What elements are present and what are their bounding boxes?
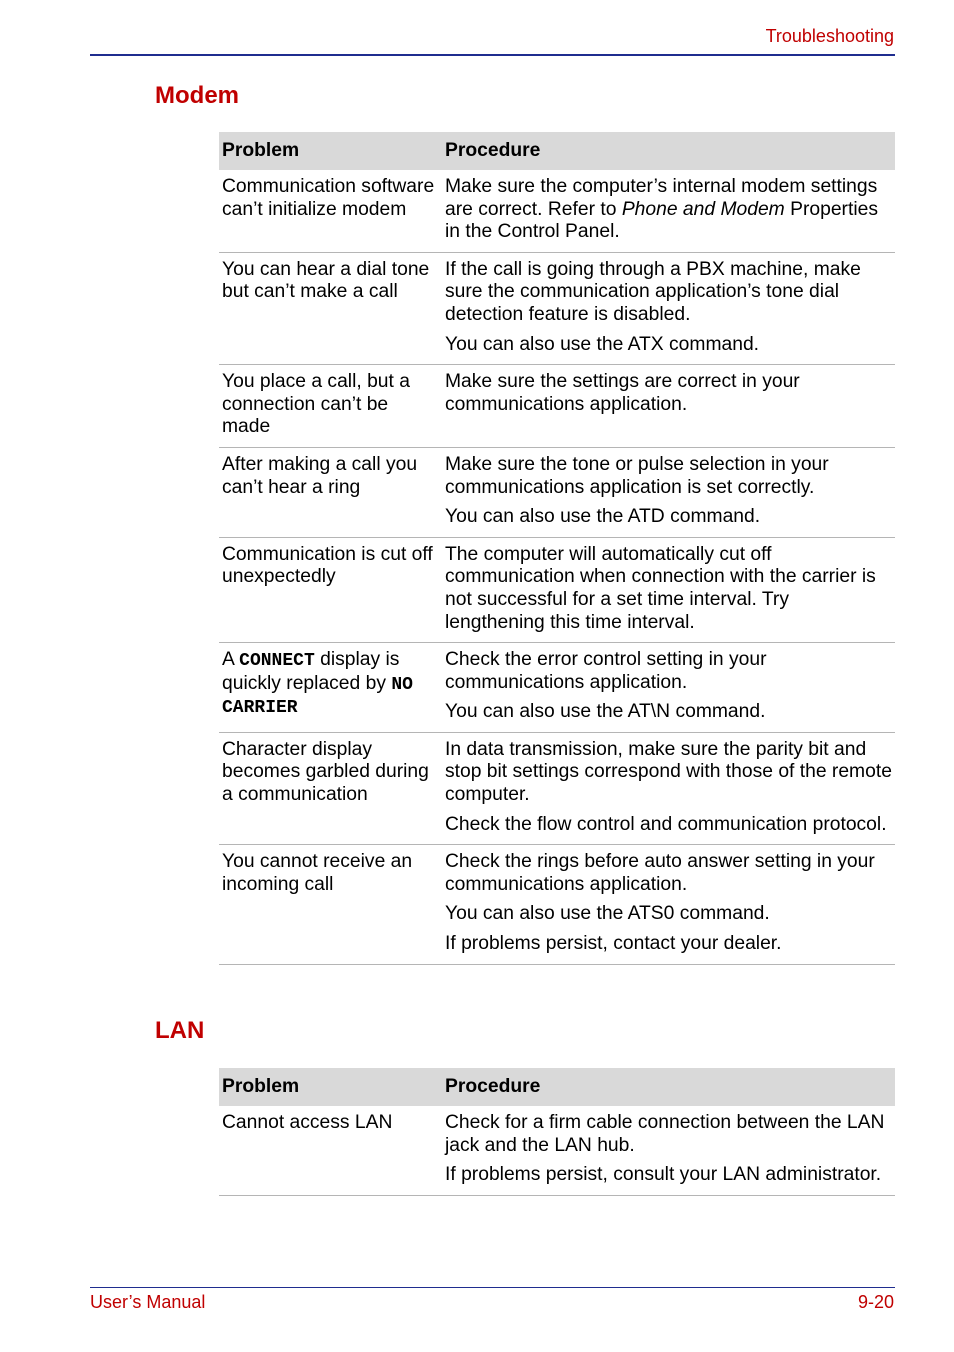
lan-table — [219, 1068, 895, 1196]
problem-cell — [219, 643, 442, 733]
procedure-text: Check the error control setting in your communications application. — [445, 649, 767, 693]
table-row — [219, 252, 895, 364]
problem-text-part: A — [222, 649, 240, 671]
procedure-text: If the call is going through a PBX machine, make sure the communication application’s tone dial detection feature is disabled. — [445, 258, 861, 325]
problem-text: You place a call, but a connection can’t be made — [222, 371, 410, 438]
manual-title: User’s Manual — [90, 1292, 206, 1312]
procedure-cell — [442, 170, 895, 252]
procedure-text: You can also use the ATX command. — [445, 333, 760, 355]
table-row — [219, 643, 895, 733]
table-row — [219, 1106, 895, 1195]
procedure-cell — [442, 643, 895, 733]
procedure-cell — [442, 1106, 895, 1195]
column-header-problem: Problem — [219, 1068, 442, 1106]
table-header-row — [219, 132, 895, 170]
procedure-text: You can also use the AT\N command. — [445, 701, 766, 723]
lan-heading: LAN — [155, 1017, 205, 1044]
table-row — [219, 447, 895, 537]
procedure-text: Make sure the tone or pulse selection in your communications application is set correctly. — [445, 453, 829, 498]
problem-cell — [219, 732, 442, 844]
column-header-procedure: Procedure — [442, 1068, 895, 1106]
procedure-text: You can also use the ATD command. — [445, 506, 761, 528]
procedure-text — [445, 176, 892, 244]
procedure-text: In data transmission, make sure the parity bit and stop bit settings correspond with those of the remote computer. — [445, 738, 892, 806]
header-divider — [90, 54, 895, 56]
procedure-text: Check the rings before auto answer setting in your communications application. — [445, 851, 875, 895]
table-header-row — [219, 1068, 895, 1106]
procedure-cell — [442, 537, 895, 642]
procedure-cell — [442, 252, 895, 364]
problem-cell — [219, 845, 442, 964]
problem-cell — [219, 170, 442, 252]
procedure-text-part: Make sure the computer’s internal modem settings are correct. Refer to — [445, 176, 878, 220]
procedure-text: Make sure the settings are correct in your communications application. — [445, 371, 800, 415]
procedure-cell — [442, 365, 895, 448]
problem-text: Communication is cut off unexpectedly — [222, 543, 433, 588]
problem-text: After making a call you can’t hear a ring — [222, 453, 418, 498]
code-text: NO CARRIER — [222, 674, 413, 719]
problem-cell — [219, 1106, 442, 1195]
procedure-cell — [442, 845, 895, 964]
problem-text: Character display becomes garbled during a communication — [222, 738, 429, 806]
procedure-text: The computer will automatically cut off communication when connection with the carrier is not successful for a set time interval. Try lengthening this time interval. — [445, 543, 876, 633]
running-header: Troubleshooting — [765, 26, 894, 46]
code-text: CONNECT — [239, 651, 315, 672]
problem-text: You can hear a dial tone but can’t make a call — [222, 258, 430, 303]
footer-divider — [90, 1287, 895, 1288]
procedure-text: Check the flow control and communication protocol. — [445, 813, 887, 835]
problem-text: You cannot receive an incoming call — [222, 851, 413, 895]
procedure-text-part: Properties in the Control Panel. — [445, 198, 878, 243]
problem-text — [222, 649, 439, 720]
problem-text-part: display is quickly replaced by — [222, 649, 400, 694]
procedure-text: If problems persist, consult your LAN administrator. — [445, 1164, 882, 1186]
column-header-problem: Problem — [219, 132, 442, 170]
table-row — [219, 732, 895, 844]
column-header-procedure: Procedure — [442, 132, 895, 170]
page-number: 9-20 — [857, 1292, 894, 1312]
procedure-text: Check for a firm cable connection between the LAN jack and the LAN hub. — [445, 1112, 885, 1156]
modem-heading: Modem — [155, 82, 239, 109]
table-row — [219, 537, 895, 642]
table-row — [219, 170, 895, 252]
procedure-cell — [442, 732, 895, 844]
problem-cell — [219, 447, 442, 537]
procedure-cell — [442, 447, 895, 537]
problem-text: Communication software can’t initialize modem — [222, 176, 435, 220]
problem-text: Cannot access LAN — [222, 1112, 393, 1133]
procedure-reference: Phone and Modem — [621, 198, 785, 220]
modem-table — [219, 132, 895, 965]
problem-cell — [219, 537, 442, 642]
table-row — [219, 845, 895, 964]
table-row — [219, 365, 895, 448]
problem-cell — [219, 252, 442, 364]
procedure-text: You can also use the ATS0 command. — [445, 903, 770, 925]
procedure-text: If problems persist, contact your dealer. — [445, 933, 782, 955]
problem-cell — [219, 365, 442, 448]
